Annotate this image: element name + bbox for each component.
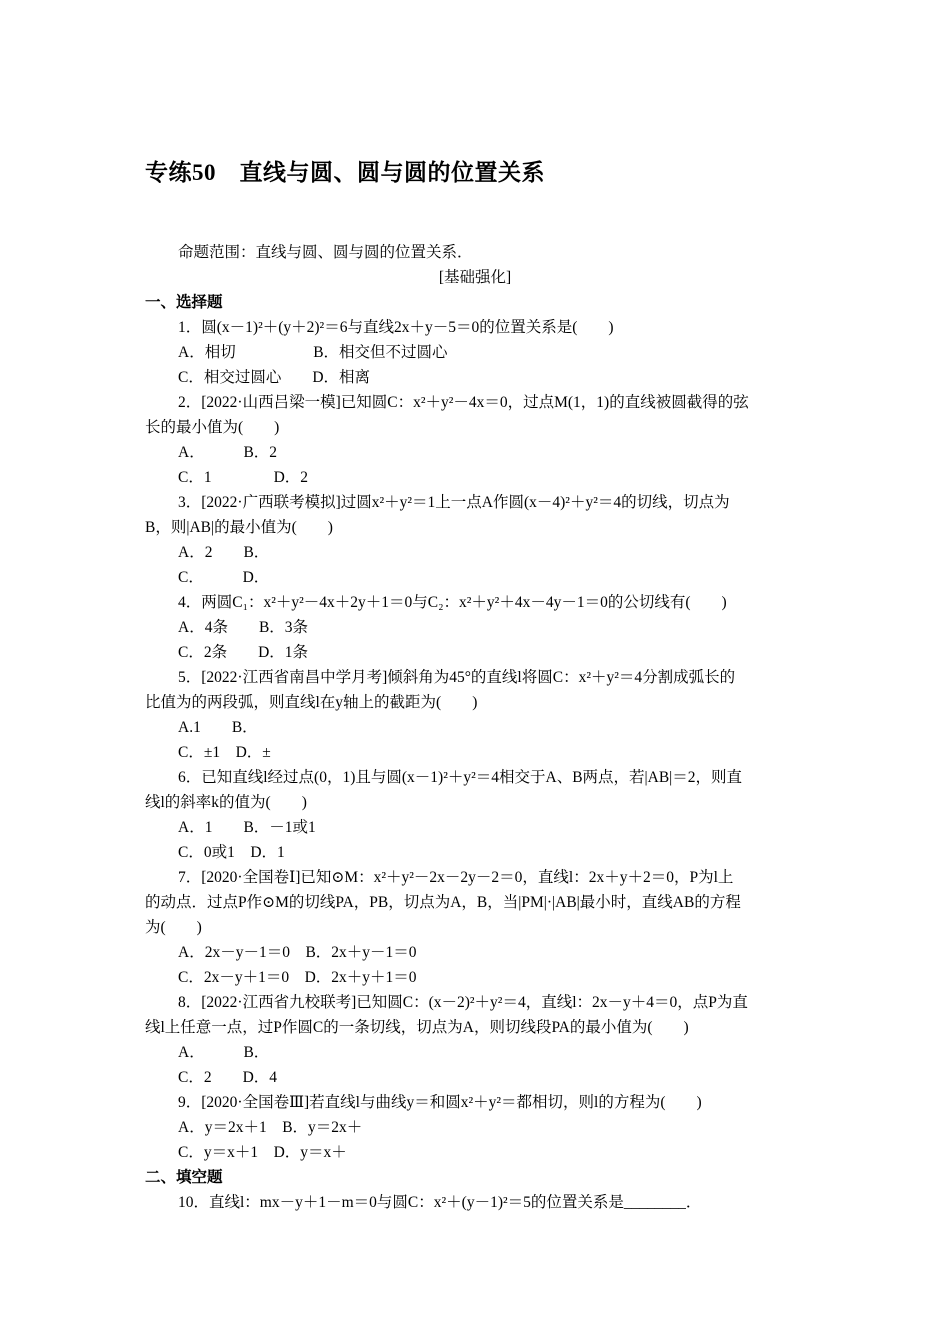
section-heading-choice: 一、选择题 (145, 294, 223, 311)
section-heading-fill: 二、填空题 (145, 1169, 223, 1186)
q3-options-ab: A．2 B． (178, 544, 270, 561)
q4-options-ab: A．4条 B．3条 (178, 619, 309, 636)
q4-stem: 4．两圆C₁：x²＋y²－4x＋2y＋1＝0与C₂：x²＋y²＋4x－4y－1＝0的公切线有( ) (178, 594, 727, 611)
q1-options-cd: C．相交过圆心 D．相离 (178, 369, 371, 386)
q1-options-ab: A．相切 B．相交但不过圆心 (178, 344, 448, 361)
q6-stem-line1: 6．已知直线l经过点(0，1)且与圆(x－1)²＋y²＝4相交于A、B两点，若|AB|＝2，则直 (178, 769, 743, 786)
q2-stem-line1: 2．[2022·山西吕梁一模]已知圆C：x²＋y²－4x＝0，过点M(1，1)的直线被圆截得的弦 (178, 394, 749, 411)
q7-stem-line1: 7．[2020·全国卷Ⅰ]已知⊙M：x²＋y²－2x－2y－2＝0，直线l：2x＋y＋2＝0，P为l上 (178, 869, 734, 886)
section-tag: [基础强化] (438, 269, 512, 286)
q6-options-cd: C．0或1 D．1 (178, 844, 285, 861)
q1-stem: 1．圆(x－1)²＋(y＋2)²＝6与直线2x＋y－5＝0的位置关系是( ) (178, 319, 614, 336)
q4-options-cd: C．2条 D．1条 (178, 644, 309, 661)
q7-stem-line2: 的动点．过点P作⊙M的切线PA，PB，切点为A，B，当|PM|·|AB|最小时，直线AB的方程 (145, 894, 741, 911)
q5-stem-line1: 5．[2022·江西省南昌中学月考]倾斜角为45°的直线l将圆C：x²＋y²＝4分割成弧长的 (178, 669, 736, 686)
q7-stem-line3: 为( ) (145, 919, 202, 936)
q10-stem: 10．直线l：mx－y＋1－m＝0与圆C：x²＋(y－1)²＝5的位置关系是________． (178, 1194, 702, 1211)
q2-options-cd: C．1 D．2 (178, 469, 309, 486)
q6-options-ab: A．1 B．－1或1 (178, 819, 316, 836)
q7-options-cd: C．2x－y＋1＝0 D．2x＋y＋1＝0 (178, 969, 417, 986)
q5-options-ab: A.1 B． (178, 719, 258, 736)
q9-stem: 9．[2020·全国卷Ⅲ]若直线l与曲线y＝和圆x²＋y²＝都相切，则l的方程为( ) (178, 1094, 702, 1111)
q9-options-cd: C．y＝x＋1 D．y＝x＋ (178, 1144, 347, 1161)
q2-stem-line2: 长的最小值为( ) (145, 419, 280, 436)
q8-stem-line2: 线l上任意一点，过P作圆C的一条切线，切点为A，则切线段PA的最小值为( ) (145, 1019, 689, 1036)
q5-stem-line2: 比值为的两段弧，则直线l在y轴上的截距为( ) (145, 694, 478, 711)
q6-stem-line2: 线l的斜率k的值为( ) (145, 794, 307, 811)
q2-options-ab: A． B．2 (178, 444, 278, 461)
q8-options-cd: C．2 D．4 (178, 1069, 278, 1086)
q3-stem-line2: B，则|AB|的最小值为( ) (145, 519, 333, 536)
scope-line: 命题范围：直线与圆、圆与圆的位置关系． (178, 244, 473, 261)
page-title: 专练50 直线与圆、圆与圆的位置关系 (145, 160, 545, 185)
q5-options-cd: C．±1 D．± (178, 744, 271, 761)
q9-options-ab: A．y＝2x＋1 B．y＝2x＋ (178, 1119, 363, 1136)
q3-options-cd: C． D． (178, 569, 270, 586)
q8-stem-line1: 8．[2022·江西省九校联考]已知圆C：(x－2)²＋y²＝4，直线l：2x－y＋4＝0，点P为直 (178, 994, 748, 1011)
q3-stem-line1: 3．[2022·广西联考模拟]过圆x²＋y²＝1上一点A作圆(x－4)²＋y²＝4的切线，切点为 (178, 494, 730, 511)
q7-options-ab: A．2x－y－1＝0 B．2x＋y－1＝0 (178, 944, 417, 961)
q8-options-ab: A． B． (178, 1044, 270, 1061)
